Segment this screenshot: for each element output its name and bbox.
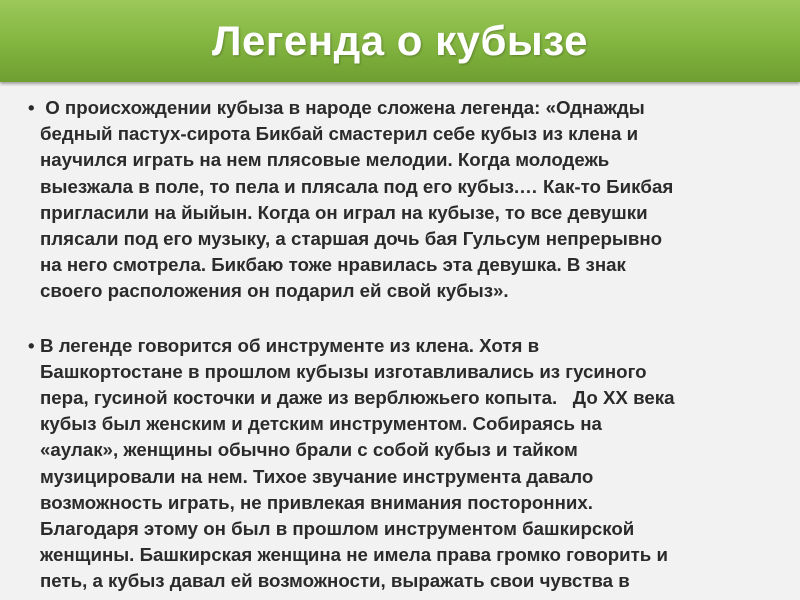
text-line: пригласили на йыйын. Когда он играл на кубызе, то все девушки [40,201,648,223]
text-line: кубыз был женским и детским инструментом. Собираясь на [40,413,602,435]
text-line: петь, а кубыз давал ей возможности, выражать свои чувства в [40,570,630,592]
text-line: В легенде говорится об инструменте из клена. Хотя в [40,334,540,356]
text-line: возможность играть, не привлекая внимания посторонних. [40,491,593,513]
bullet-icon: • [28,334,35,356]
text-line: своего расположения он подарил ей свой кубыз». [40,280,509,302]
slide-content [30,95,780,595]
text-line: Благодаря этому он был в прошлом инструментом башкирской [40,518,635,540]
text-line: выезжала в поле, то пела и плясала под его кубыз.… Как-то Бикбая [40,175,674,197]
text-line: Башкортостане в прошлом кубызы изготавливались из гусиного [40,360,647,382]
text-line: женщины. Башкирская женщина не имела права громко говорить и [40,544,668,566]
text-line: пера, гусиной косточки и даже из верблюжьего копыта. До XX века [40,387,675,409]
bullet-icon: • [28,97,35,118]
text-line: бедный пастух-сирота Бикбай смастерил себе кубыз из клена и [40,123,639,145]
text-line: научился играть на нем плясовые мелодии. Когда молодежь [40,149,610,171]
text-line: на него смотрела. Бикбаю тоже нравилась эта девушка. В знак [40,254,626,276]
text-line: плясали под его музыку, а старшая дочь бая Гульсум непрерывно [40,228,663,250]
text-line: «аулак», женщины обычно брали с собой кубыз и тайком [40,439,578,461]
bullet-paragraph-2 [30,333,780,595]
text-line: О происхождении кубыза в народе сложена легенда: «Однажды [40,97,645,118]
text-line: музицировали на нем. Тихое звучание инструмента давало [40,465,594,487]
bullet-paragraph-1 [30,95,780,305]
slide-title: Легенда о кубызе [212,17,588,64]
